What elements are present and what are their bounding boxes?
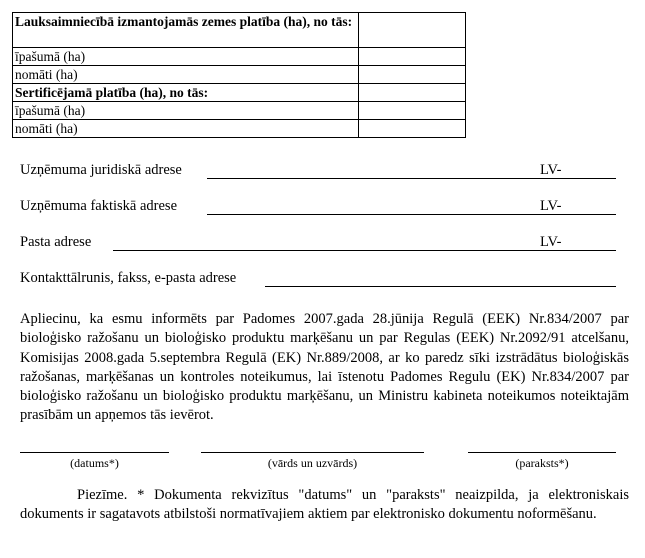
sign-signature-line[interactable] [468, 452, 616, 453]
legal-postcode-prefix: LV- [540, 162, 562, 178]
land-area-table [12, 12, 466, 138]
table-row [13, 13, 466, 48]
table-value-cell[interactable] [358, 66, 465, 84]
postal-postcode-prefix: LV- [540, 234, 562, 250]
table-row-label: Lauksaimniecībā izmantojamās zemes platība (ha), no tās: [13, 13, 359, 48]
table-row-label: nomāti (ha) [13, 66, 359, 84]
table-row [13, 66, 466, 84]
table-value-cell[interactable] [358, 102, 465, 120]
table-value-cell[interactable] [358, 120, 465, 138]
table-row [13, 84, 466, 102]
sign-label: (paraksts*) [515, 456, 569, 470]
table-row [13, 102, 466, 120]
actual-address-label: Uzņēmuma faktiskā adrese [20, 198, 178, 214]
declaration-text: Apliecinu, ka esmu informēts par Padomes 2007.gada 28.jūnija Regulā (EEK) Nr.834/2007 par bioloģisko ražošanu un bioloģisko produktu marķēšanu un par Regulas (EEK) Nr.2092/91 atcelšanu, Komisijas 2008.gada 5.septembra Regulā (EK) Nr.889/2008, ar ko paredz sīki izstrādātus bioloģiskās ražošanas, marķēšanas un kontroles noteikumus, lai īstenotu Padomes Regulu (EK) Nr.834/2007 par bioloģisko ražošanu un bioloģisko produktu marķēšanu, un Ministru kabineta noteikumos noteiktajām prasībām un apņemos tās ievērot. [20, 311, 629, 424]
table-value-cell[interactable] [358, 84, 465, 102]
note-text: Piezīme. * Dokumenta rekvizītus "datums" un "paraksts" neaizpilda, ja elektroniskais dokuments ir sagatavots atbilstoši normatīvajiem aktiem par elektronisko dokumentu noformēšanu. [20, 487, 629, 523]
postal-address-label: Pasta adrese [20, 234, 92, 250]
table-row [13, 48, 466, 66]
legal-address-label: Uzņēmuma juridiskā adrese [20, 162, 182, 178]
table-row-label: īpašumā (ha) [13, 102, 359, 120]
contact-label: Kontakttālrunis, fakss, e-pasta adrese [20, 270, 237, 286]
table-value-cell[interactable] [358, 13, 465, 48]
contact-line[interactable] [265, 286, 616, 287]
table-value-cell[interactable] [358, 48, 465, 66]
name-signature-line[interactable] [201, 452, 424, 453]
date-label: (datums*) [70, 456, 119, 470]
actual-postcode-prefix: LV- [540, 198, 562, 214]
table-row-label: nomāti (ha) [13, 120, 359, 138]
date-signature-line[interactable] [20, 452, 169, 453]
table-row [13, 120, 466, 138]
name-label: (vārds un uzvārds) [267, 456, 358, 470]
table-row-label: īpašumā (ha) [13, 48, 359, 66]
table-row-label: Sertificējamā platība (ha), no tās: [13, 84, 359, 102]
